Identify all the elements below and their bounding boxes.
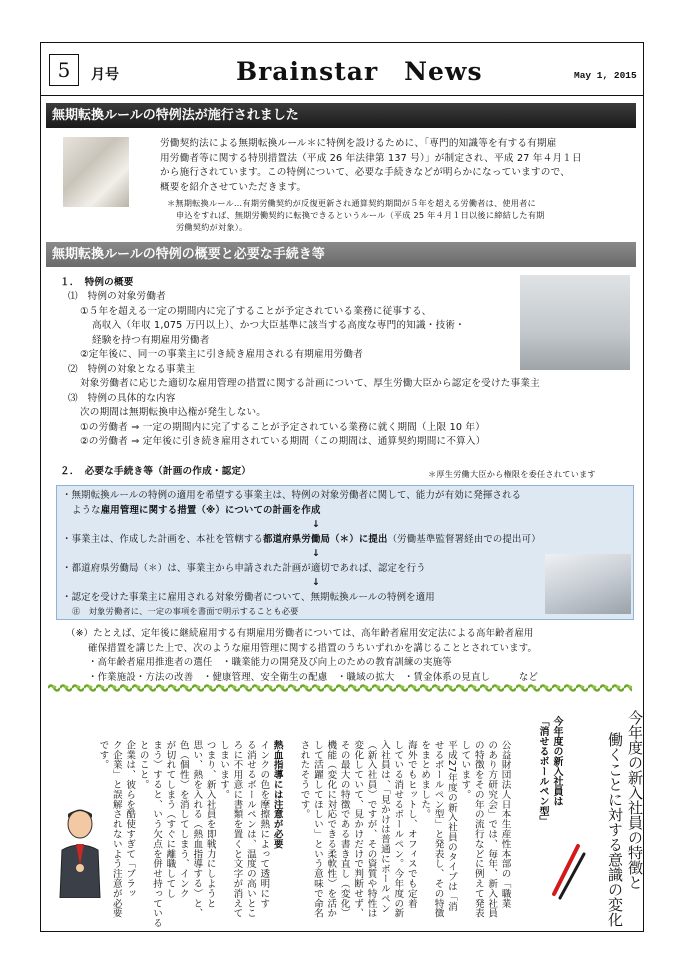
body-line: 労働契約法による無期転換ルール＊に特例を設けるために、「専門的知識等を有する有期雇 bbox=[160, 138, 557, 149]
remark-line: 確保措置を講じた上で、次のような雇用管理に関する措置のうちいずれかを講じることとされています。 bbox=[88, 642, 538, 654]
overview-line: 高収入（年収 1,075 万円以上）、かつ大臣基準に該当する高度な専門的知識・技術・ bbox=[92, 320, 465, 331]
article-line: が切れてしまう（すぐに離職してし bbox=[164, 740, 176, 899]
flow-note: ㊟ 対象労働者に、一定の事項を書面で明示することも必要 bbox=[72, 606, 299, 616]
article-line: ろに不用意に書類を置くと文字が消えて bbox=[231, 740, 243, 919]
month-label: 月号 bbox=[91, 67, 119, 83]
newsletter-title: Brainstar News bbox=[236, 57, 483, 86]
measures-remark bbox=[66, 627, 538, 685]
article-subheading: 熱血指導には注意が必要 bbox=[271, 740, 283, 849]
article-line: して活躍してほしい」という意味で命名 bbox=[311, 740, 323, 919]
article-line: 思い、熱を入れる（熱血指導する）と、 bbox=[191, 740, 203, 919]
article-line: されたそうです。 bbox=[298, 740, 310, 820]
section1-body bbox=[160, 137, 582, 195]
article-line: つまり、新入社員を即戦力にしようと bbox=[204, 740, 216, 909]
note-line: ＊無期転換ルール…有期労働契約が反復更新され通算契約期間が５年を超える労働者は、使用者に bbox=[167, 198, 536, 208]
body-line: から施行されています。この特例について、必要な手続きなどが明らかになっていますので、 bbox=[160, 167, 570, 178]
article-line: 平成27年度の新入社員のタイプは「消 bbox=[445, 740, 457, 912]
flow-step-emphasis: 都道府県労働局（＊）に提出 bbox=[263, 533, 388, 545]
section1-footnote bbox=[167, 197, 545, 233]
subheading-procedure: ２． 必要な手続き等（計画の作成・認定） bbox=[60, 466, 252, 477]
procedure-note: ＊厚生労働大臣から権限を委任されています bbox=[428, 469, 596, 479]
down-arrow-icon: ↓ bbox=[312, 519, 321, 530]
down-arrow-icon: ↓ bbox=[312, 548, 321, 559]
article-line: 機能（変化に対応できる柔軟性）を活か bbox=[325, 740, 337, 919]
flow-step: ・事業主は、作成した計画を、本社を管轄する bbox=[62, 533, 264, 545]
body-line: 用労働者等に関する特別措置法（平成 26 年法律第 137 号）」が制定され、平成 27 年４月１日 bbox=[160, 152, 582, 164]
article-subtitle-line: 今年度の新入社員は bbox=[551, 716, 562, 806]
article-line: しています。 bbox=[459, 740, 471, 800]
article-body bbox=[96, 740, 512, 950]
flow-step-emphasis: 雇用管理に関する措置（※）についての計画を作成 bbox=[100, 504, 321, 516]
article-line: しまいます。 bbox=[218, 740, 230, 800]
article-subtitle-line: 「消せるボールペン型」 bbox=[537, 716, 548, 826]
issue-date: May 1, 2015 bbox=[574, 70, 637, 81]
article-line: の特徴をその年の流行などに例えて発表 bbox=[472, 740, 484, 919]
article-line: 変化していて、見かけだけで判断せず、 bbox=[352, 740, 364, 919]
remark-line: ・作業施設・方法の改善 ・健康管理、安全衛生の配慮 ・職域の拡大 ・賃金体系の見直し など bbox=[88, 671, 539, 683]
note-line: 申込をすれば、無期労働契約に転換できるというルール（平成 25 年４月１日以後に締結した有期 bbox=[176, 210, 545, 220]
overview-line: ⑴ 特例の対象労働者 bbox=[68, 291, 166, 302]
remark-line: ・高年齢者雇用推進者の選任 ・職業能力の開発及び向上のための教育訓練の実施等 bbox=[88, 657, 452, 668]
article-line: 入社員は、「見かけは普通にボールペン bbox=[378, 740, 390, 914]
article-line: その最大の特徴である書き直し（変化） bbox=[338, 740, 350, 919]
documents-photo bbox=[545, 554, 631, 614]
article-line: です。 bbox=[97, 740, 109, 770]
overview-line: ⑶ 特例の具体的な内容 bbox=[68, 392, 176, 404]
article-line: る消せるボールペンは、温度の高いとこ bbox=[244, 740, 256, 919]
article-line: ク企業」と誤解されないよう注意が必要 bbox=[110, 740, 122, 919]
flow-step: （労働基準監督署経由での提出可） bbox=[387, 533, 541, 545]
article-subtitle bbox=[535, 716, 563, 826]
overview-line: 次の期間は無期転換申込権が発生しない。 bbox=[80, 407, 267, 418]
overview-list bbox=[68, 290, 540, 450]
subheading-overview: １． 特例の概要 bbox=[60, 277, 134, 288]
article-title-line: 働くことに対する意識の変化 bbox=[606, 732, 624, 927]
overview-line: ⑵ 特例の対象となる事業主 bbox=[68, 363, 196, 375]
note-line: 労働契約が対象）。 bbox=[176, 222, 248, 232]
overview-line: ①５年を超える一定の期間内に完了することが予定されている業務に従事する、 bbox=[80, 305, 432, 317]
procedure-flow-text bbox=[62, 489, 541, 617]
section1-title-bar: 無期転換ルールの特例法が施行されました bbox=[46, 103, 636, 128]
article-line: 公益財団法人日本生産性本部の「職業 bbox=[499, 740, 511, 909]
businessman-illustration-icon bbox=[54, 806, 106, 898]
article-line: している消せるボールペン。今年度の新 bbox=[392, 740, 404, 919]
pen-illustration-icon bbox=[548, 840, 588, 900]
article-line: せるボールペン型」と発表し、その特徴 bbox=[432, 740, 444, 919]
section2-title-bar: 無期転換ルールの特例の概要と必要な手続き等 bbox=[46, 242, 636, 267]
article-line bbox=[284, 740, 297, 950]
article-line: のあり方研究会」では、毎年、新入社員 bbox=[486, 740, 498, 919]
article-line: とのこと。 bbox=[137, 740, 149, 790]
issue-number: 5 bbox=[49, 54, 79, 86]
article-title bbox=[605, 710, 645, 927]
article-line: まう）すると、いう欠点を併せ持っている bbox=[151, 740, 163, 929]
article-line: 企業は、彼らを酷使すぎて「ブラッ bbox=[124, 740, 136, 899]
article-line: インクの色を摩擦熱によって透明にす bbox=[258, 740, 270, 909]
body-line: 概要を紹介させていただきます。 bbox=[160, 181, 307, 193]
article-line: をまとめました。 bbox=[419, 740, 431, 820]
article-line: 海外でもヒットし、オフィスでも定着 bbox=[405, 740, 417, 909]
overview-line: ②定年後に、同一の事業主に引き続き雇用される有期雇用労働者 bbox=[80, 349, 364, 360]
down-arrow-icon: ↓ bbox=[312, 577, 321, 588]
flow-step: ・都道府県労働局（＊）は、事業主から申請された計画が適切であれば、認定を行う bbox=[62, 562, 426, 574]
remark-line: （※）たとえば、定年後に継続雇用する有期雇用労働者については、高年齢者雇用安定法による高年齢者雇用 bbox=[66, 628, 534, 639]
handshake-photo bbox=[63, 137, 129, 207]
overview-line: ②の労働者 ⇒ 定年後に引き続き雇用されている期間（この期間は、通算契約期間に不算入） bbox=[80, 436, 486, 447]
flow-step: ような bbox=[72, 504, 101, 516]
overview-line: ①の労働者 ⇒ 一定の期間内に完了することが予定されている業務に就く期間（上限 10 年） bbox=[80, 421, 486, 433]
overview-line: 経験を持つ有期雇用労働者 bbox=[92, 334, 210, 346]
overview-line: 対象労働者に応じた適切な雇用管理の措置に関する計画について、厚生労働大臣から認定を受けた事業主 bbox=[80, 378, 540, 389]
article-line: （新入社員）ですが、その資質や特性は bbox=[365, 740, 377, 919]
flow-step: ・認定を受けた事業主に雇用される対象労働者について、無期転換ルールの特例を適用 bbox=[62, 591, 435, 603]
flow-step: ・無期転換ルールの特例の適用を希望する事業主は、特例の対象労働者に関して、能力が有効に発揮される bbox=[62, 490, 522, 501]
article-title-line: 今年度の新入社員の特徴と bbox=[626, 710, 644, 890]
header-divider bbox=[41, 95, 643, 96]
article-line: 色（個性）を消してしまう、インク bbox=[177, 740, 189, 899]
leaf-border-divider bbox=[48, 683, 632, 693]
